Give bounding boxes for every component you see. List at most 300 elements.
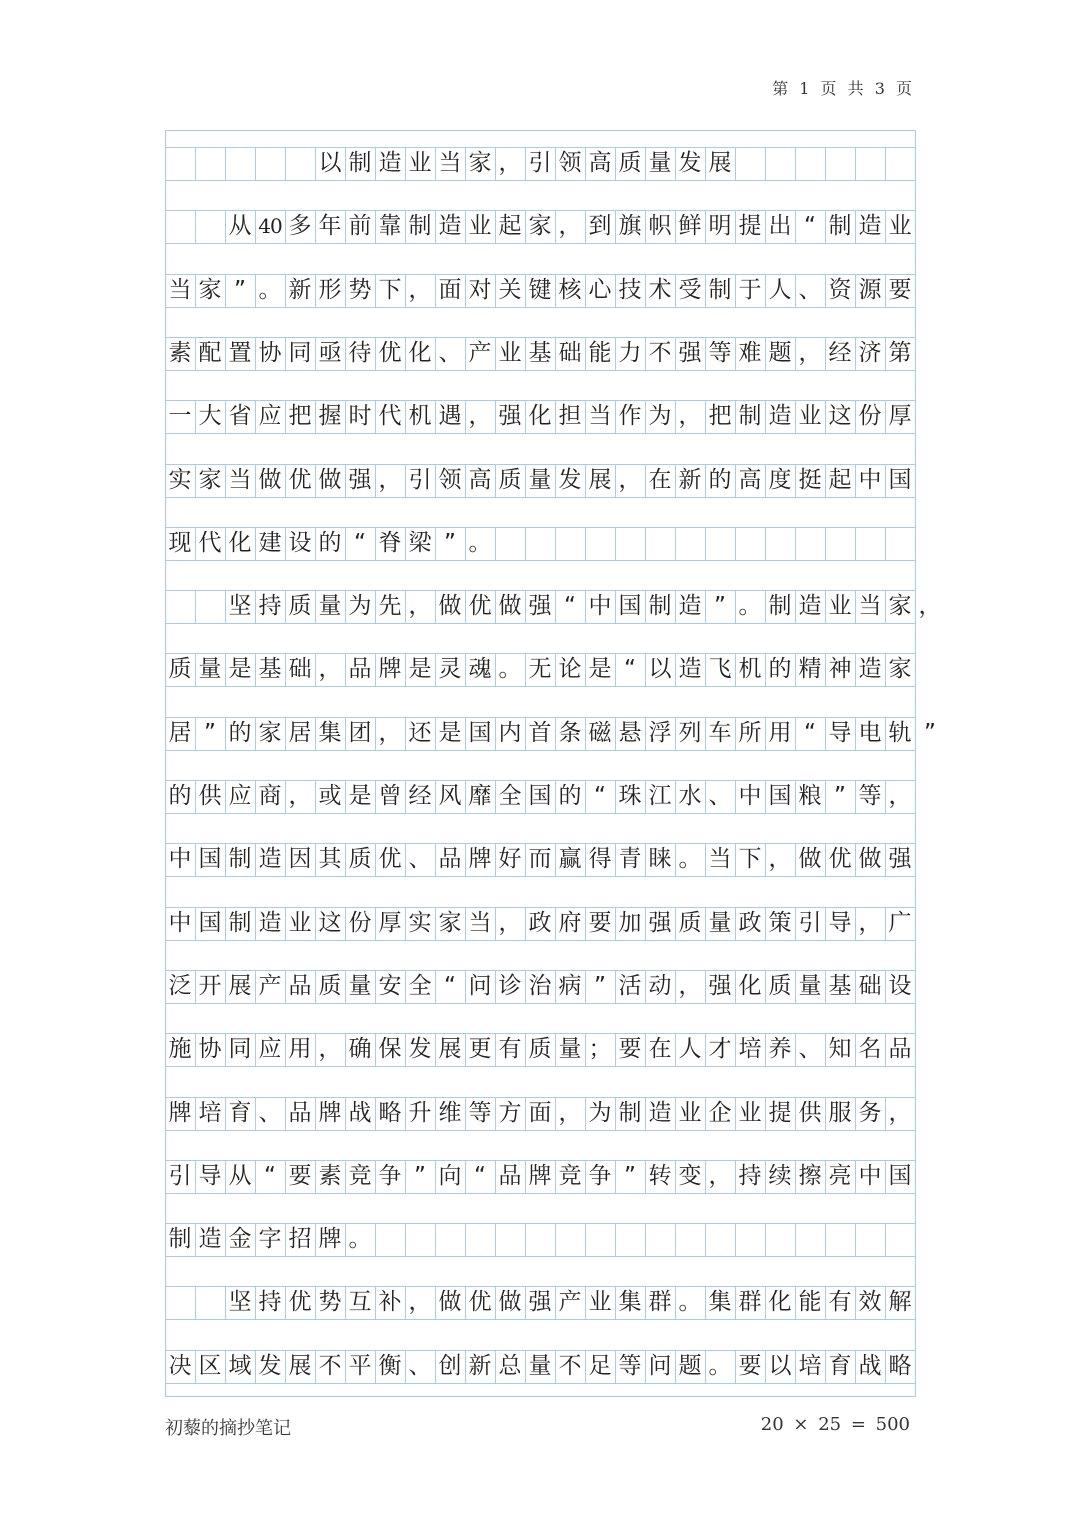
grid-cell: ，: [468, 403, 492, 429]
footer-author: 初藜的摘抄笔记: [165, 1418, 291, 1439]
grid-cell: 加: [618, 910, 642, 936]
grid-cell: 配: [198, 340, 222, 366]
grid-cell: 造: [858, 213, 882, 239]
grid-cell: 牌: [468, 846, 492, 872]
grid-cell: 造: [378, 150, 402, 176]
grid-cell: 建: [258, 530, 282, 556]
grid-cell: 悬: [618, 720, 642, 746]
grid-cell: 亮: [828, 1163, 852, 1189]
grid-cell: 等: [858, 783, 882, 809]
grid-cell: 当: [588, 403, 612, 429]
grid-cell: 经: [828, 340, 852, 366]
grid-cell: “: [804, 213, 816, 239]
grid-cell: 业: [468, 213, 492, 239]
grid-cell: 保: [378, 1036, 402, 1062]
grid-cell: [195, 210, 225, 243]
grid-cell: 用: [768, 720, 792, 746]
grid-cell: 持: [258, 593, 282, 619]
grid-cell: 面: [438, 277, 462, 303]
grid-cell: 商: [258, 783, 282, 809]
grid-cell: 所: [738, 720, 762, 746]
grid-cell: 赢: [558, 846, 582, 872]
grid-cell: ，: [498, 910, 522, 936]
grid-cell: 造: [648, 1100, 672, 1126]
grid-cell: ，: [408, 593, 432, 619]
grid-cell: [165, 590, 195, 623]
grid-cell: 术: [648, 277, 672, 303]
grid-cell: 等: [618, 1353, 642, 1379]
grid-cell: 大: [198, 403, 222, 429]
grid-cell: 能: [588, 340, 612, 366]
grid-cell: 质: [498, 467, 522, 493]
grid-cell: 决: [168, 1353, 192, 1379]
grid-cell: 置: [228, 340, 252, 366]
grid-cell: 协: [198, 1036, 222, 1062]
grid-cell: 魂: [468, 656, 492, 682]
grid-cell: 策: [768, 910, 792, 936]
grid-cell: 施: [168, 1036, 192, 1062]
grid-cell: 的: [708, 467, 732, 493]
grid-cell: 展: [708, 150, 732, 176]
grid-cell: 更: [468, 1036, 492, 1062]
grid-cell: 培: [198, 1100, 222, 1126]
grid-cell: 才: [708, 1036, 732, 1062]
grid-cell: 国: [198, 910, 222, 936]
grid-cell: 发: [678, 150, 702, 176]
grid-cell: 论: [558, 656, 582, 682]
grid-cell: 、: [798, 277, 822, 303]
grid-cell: 持: [738, 1163, 762, 1189]
grid-cell: 是: [228, 656, 252, 682]
essay-row: [165, 780, 916, 813]
grid-cell: 当: [228, 467, 252, 493]
grid-cell: 础: [558, 340, 582, 366]
grid-cell: 竞: [558, 1163, 582, 1189]
grid-cell: 、: [258, 1100, 282, 1126]
grid-cell: 造: [258, 910, 282, 936]
grid-cell: ”: [834, 783, 846, 809]
grid-cell: 起: [498, 213, 522, 239]
grid-cell: 础: [858, 973, 882, 999]
grid-border: [166, 131, 916, 1397]
grid-cell: 招: [288, 1226, 312, 1252]
grid-cell: ，: [378, 467, 402, 493]
grid-cell: 群: [648, 1289, 672, 1315]
grid-cell: 下: [738, 846, 762, 872]
grid-cell: 济: [858, 340, 882, 366]
grid-cell: 创: [438, 1353, 462, 1379]
grid-cell: 40: [258, 214, 282, 238]
essay-row: [165, 1033, 916, 1066]
grid-cell: 方: [498, 1100, 522, 1126]
grid-cell: 字: [258, 1226, 282, 1252]
grid-cell: 量: [798, 973, 822, 999]
grid-cell: 品: [288, 973, 312, 999]
grid-cell: 从: [228, 213, 252, 239]
grid-cell: 质: [528, 1036, 552, 1062]
grid-cell: 造: [438, 213, 462, 239]
grid-cell: 还: [408, 720, 432, 746]
grid-cell: 务: [858, 1100, 882, 1126]
grid-cell: 业: [588, 1289, 612, 1315]
manuscript-grid: [165, 130, 942, 1397]
grid-cell: 键: [528, 277, 552, 303]
grid-cell: 不: [558, 1353, 582, 1379]
grid-cell: 等: [708, 340, 732, 366]
grid-cell: 质: [618, 150, 642, 176]
grid-cell: [165, 147, 195, 180]
grid-cell: 把: [708, 403, 732, 429]
grid-cell: 亟: [318, 340, 342, 366]
grid-cell: ”: [714, 593, 726, 619]
grid-cell: 优: [288, 467, 312, 493]
grid-cell: 而: [528, 846, 552, 872]
grid-cell: 强: [528, 593, 552, 619]
grid-cell: 略: [378, 1100, 402, 1126]
grid-cell: 产: [558, 1289, 582, 1315]
grid-cell: 厚: [378, 910, 402, 936]
grid-cell: 神: [828, 656, 852, 682]
essay-row: [165, 907, 916, 940]
grid-cell: 居: [168, 720, 192, 746]
grid-cell: 素: [168, 340, 192, 366]
grid-cell: 确: [348, 1036, 372, 1062]
grid-cell: 业: [738, 1100, 762, 1126]
grid-cell: 题: [678, 1353, 702, 1379]
grid-cell: 引: [408, 467, 432, 493]
grid-cell: ”: [204, 720, 216, 746]
grid-cell: 质: [768, 973, 792, 999]
grid-cell: “: [474, 1163, 486, 1189]
grid-cell: 强: [648, 910, 672, 936]
grid-cell: 灵: [438, 656, 462, 682]
grid-cell: 下: [378, 277, 402, 303]
grid-cell: 引: [528, 150, 552, 176]
grid-cell: 梁: [408, 530, 432, 556]
grid-cell: 精: [798, 656, 822, 682]
grid-cell: 、: [798, 1036, 822, 1062]
grid-cell: 旗: [618, 213, 642, 239]
grid-cell: 在: [648, 467, 672, 493]
grid-cell: 时: [348, 403, 372, 429]
grid-cell: 政: [738, 910, 762, 936]
grid-cell: 质: [168, 656, 192, 682]
grid-cell: “: [354, 530, 366, 556]
grid-cell: 或: [318, 783, 342, 809]
grid-cell: 内: [498, 720, 522, 746]
grid-cell: 做: [498, 593, 522, 619]
grid-cell: 家: [258, 720, 282, 746]
grid-cell: 家: [888, 656, 912, 682]
grid-cell: 中: [168, 846, 192, 872]
grid-cell: 的: [768, 656, 792, 682]
grid-cell: 品: [888, 1036, 912, 1062]
grid-cell: 是: [408, 656, 432, 682]
grid-cell: 造: [678, 656, 702, 682]
grid-cell: 高: [468, 467, 492, 493]
grid-cell: 轨: [888, 720, 912, 746]
grid-cell: 病: [558, 973, 582, 999]
essay-row: [165, 400, 916, 433]
grid-cell: 动: [648, 973, 672, 999]
grid-cell: 的: [228, 720, 252, 746]
grid-cell: 好: [498, 846, 522, 872]
grid-cell: 人: [678, 1036, 702, 1062]
grid-cell: 名: [858, 1036, 882, 1062]
grid-cell: 资: [828, 277, 852, 303]
grid-cell: 做: [438, 1289, 462, 1315]
essay-row: [165, 970, 916, 1003]
grid-cell: ”: [924, 720, 936, 746]
grid-cell: 中: [588, 593, 612, 619]
essay-row: [165, 527, 916, 560]
grid-cell: 面: [528, 1100, 552, 1126]
grid-cell: 有: [498, 1036, 522, 1062]
grid-cell: 国: [618, 593, 642, 619]
grid-cell: ，: [318, 1036, 342, 1062]
grid-cell: 知: [828, 1036, 852, 1062]
grid-cell: 要: [618, 1036, 642, 1062]
grid-cell: 效: [858, 1289, 882, 1315]
grid-cell: 当: [858, 593, 882, 619]
grid-cell: 发: [408, 1036, 432, 1062]
grid-cell: 擦: [798, 1163, 822, 1189]
grid-cell: 多: [288, 213, 312, 239]
grid-cell: 一: [168, 403, 192, 429]
grid-cell: ，: [558, 1100, 582, 1126]
grid-cell: ，: [918, 593, 942, 619]
grid-cell: [225, 147, 255, 180]
grid-cell: 化: [528, 403, 552, 429]
grid-cell: 份: [858, 403, 882, 429]
grid-cell: ，: [618, 467, 642, 493]
grid-cell: 提: [768, 1100, 792, 1126]
grid-cell: 展: [228, 973, 252, 999]
grid-cell: [165, 1286, 195, 1319]
grid-cell: 业: [288, 910, 312, 936]
grid-cell: 睐: [648, 846, 672, 872]
grid-cell: 势: [348, 277, 372, 303]
essay-row: [165, 1286, 916, 1319]
grid-cell: 挺: [798, 467, 822, 493]
grid-cell: 待: [348, 340, 372, 366]
grid-cell: 形: [318, 277, 342, 303]
grid-cell: 领: [558, 150, 582, 176]
grid-cell: ，: [498, 150, 522, 176]
grid-cell: 培: [798, 1353, 822, 1379]
grid-cell: 。: [738, 593, 762, 619]
grid-cell: 年: [318, 213, 342, 239]
grid-cell: 量: [528, 1353, 552, 1379]
grid-cell: 战: [348, 1100, 372, 1126]
grid-cell: 以: [768, 1353, 792, 1379]
grid-cell: 牌: [318, 1100, 342, 1126]
grid-cell: 的: [318, 530, 342, 556]
grid-cell: 水: [678, 783, 702, 809]
grid-cell: 牌: [378, 656, 402, 682]
grid-cell: 电: [858, 720, 882, 746]
grid-cell: 量: [318, 593, 342, 619]
grid-cell: 能: [798, 1289, 822, 1315]
grid-cell: 帜: [648, 213, 672, 239]
grid-cell: 为: [588, 1100, 612, 1126]
grid-cell: 制: [648, 593, 672, 619]
grid-cell: 业: [408, 150, 432, 176]
grid-cell: 是: [348, 783, 372, 809]
grid-cell: 协: [258, 340, 282, 366]
grid-cell: 应: [258, 1036, 282, 1062]
grid-cell: 高: [738, 467, 762, 493]
grid-cell: 无: [528, 656, 552, 682]
grid-cell: 量: [198, 656, 222, 682]
grid-cell: 业: [888, 213, 912, 239]
grid-cell: 条: [558, 720, 582, 746]
grid-cell: 开: [198, 973, 222, 999]
grid-cell: 飞: [708, 656, 732, 682]
grid-cell: “: [564, 593, 576, 619]
grid-cell: 域: [228, 1353, 252, 1379]
grid-cell: [165, 210, 195, 243]
grid-cell: 应: [228, 783, 252, 809]
grid-cell: 国: [888, 467, 912, 493]
grid-cell: 力: [618, 340, 642, 366]
grid-cell: 实: [168, 467, 192, 493]
grid-cell: ，: [798, 340, 822, 366]
grid-cell: 当: [708, 846, 732, 872]
grid-cell: 。: [258, 277, 282, 303]
grid-cell: 引: [168, 1163, 192, 1189]
grid-cell: 化: [738, 973, 762, 999]
grid-cell: 育: [228, 1100, 252, 1126]
grid-cell: 不: [318, 1353, 342, 1379]
grid-cell: 同: [228, 1036, 252, 1062]
grid-cell: 有: [828, 1289, 852, 1315]
grid-cell: 应: [258, 403, 282, 429]
grid-cell: 靠: [378, 213, 402, 239]
grid-cell: 新: [288, 277, 312, 303]
grid-cell: 广: [888, 910, 912, 936]
grid-cell: 供: [198, 783, 222, 809]
grid-cell: ，: [858, 910, 882, 936]
grid-cell: 当: [168, 277, 192, 303]
essay-row: [165, 274, 916, 307]
grid-cell: 强: [708, 973, 732, 999]
grid-cell: 为: [348, 593, 372, 619]
grid-cell: 坚: [228, 593, 252, 619]
grid-cell: 集: [708, 1289, 732, 1315]
grid-cell: 导: [828, 910, 852, 936]
grid-cell: 作: [618, 403, 642, 429]
grid-lines: [165, 130, 916, 1397]
grid-cell: 要: [588, 910, 612, 936]
grid-cell: 量: [708, 910, 732, 936]
grid-cell: 优: [468, 593, 492, 619]
grid-cell: 省: [228, 403, 252, 429]
grid-cell: 做: [858, 846, 882, 872]
grid-cell: 集: [618, 1289, 642, 1315]
grid-cell: “: [624, 656, 636, 682]
grid-cell: 转: [648, 1163, 672, 1189]
grid-cell: 代: [198, 530, 222, 556]
grid-cell: 中: [858, 1163, 882, 1189]
grid-cell: 造: [858, 656, 882, 682]
grid-cell: 国: [768, 783, 792, 809]
grid-cell: 质: [288, 593, 312, 619]
grid-cell: 量: [528, 467, 552, 493]
grid-cell: 要: [738, 1353, 762, 1379]
grid-cell: 家: [468, 150, 492, 176]
grid-cell: 制: [168, 1226, 192, 1252]
grid-cell: 础: [288, 656, 312, 682]
grid-cell: 造: [768, 403, 792, 429]
grid-cell: 争: [378, 1163, 402, 1189]
grid-cell: 企: [708, 1100, 732, 1126]
grid-cell: 珠: [618, 783, 642, 809]
grid-cell: 育: [828, 1353, 852, 1379]
grid-cell: 担: [558, 403, 582, 429]
grid-cell: [285, 147, 315, 180]
grid-cell: 明: [708, 213, 732, 239]
grid-cell: 到: [588, 213, 612, 239]
grid-cell: 的: [558, 783, 582, 809]
grid-cell: 同: [288, 340, 312, 366]
grid-cell: 强: [348, 467, 372, 493]
grid-cell: 化: [228, 530, 252, 556]
grid-cell: 发: [258, 1353, 282, 1379]
grid-cell: ；: [588, 1036, 612, 1062]
grid-cell: 制: [348, 150, 372, 176]
grid-cell: 牌: [318, 1226, 342, 1252]
grid-cell: 服: [828, 1100, 852, 1126]
grid-cell: 。: [468, 530, 492, 556]
grid-cell: 化: [408, 340, 432, 366]
grid-cell: 优: [468, 1289, 492, 1315]
grid-cell: 经: [408, 783, 432, 809]
grid-cell: 。: [678, 1289, 702, 1315]
grid-cell: 足: [588, 1353, 612, 1379]
grid-cell: 要: [888, 277, 912, 303]
grid-cell: 展: [288, 1353, 312, 1379]
grid-cell: 集: [318, 720, 342, 746]
grid-cell: 制: [408, 213, 432, 239]
grid-cell: 优: [378, 340, 402, 366]
grid-cell: 现: [168, 530, 192, 556]
grid-cell: 解: [888, 1289, 912, 1315]
grid-cell: 品: [288, 1100, 312, 1126]
grid-cell: 家: [438, 910, 462, 936]
grid-cell: 优: [828, 846, 852, 872]
grid-cell: 活: [618, 973, 642, 999]
grid-cell: 素: [318, 1163, 342, 1189]
grid-cell: 起: [828, 467, 852, 493]
grid-cell: 向: [438, 1163, 462, 1189]
grid-cell: 群: [738, 1289, 762, 1315]
essay-row: [165, 1160, 916, 1193]
grid-cell: 当: [468, 910, 492, 936]
grid-cell: [255, 147, 285, 180]
grid-cell: 遇: [438, 403, 462, 429]
grid-cell: 机: [408, 403, 432, 429]
grid-cell: 。: [348, 1226, 372, 1252]
grid-cell: 全: [408, 973, 432, 999]
grid-cell: 脊: [378, 530, 402, 556]
grid-cell: 制: [618, 1100, 642, 1126]
grid-cell: ”: [444, 530, 456, 556]
grid-cell: 题: [768, 340, 792, 366]
grid-cell: 领: [438, 467, 462, 493]
essay-row: [165, 1350, 916, 1383]
grid-cell: ，: [678, 403, 702, 429]
